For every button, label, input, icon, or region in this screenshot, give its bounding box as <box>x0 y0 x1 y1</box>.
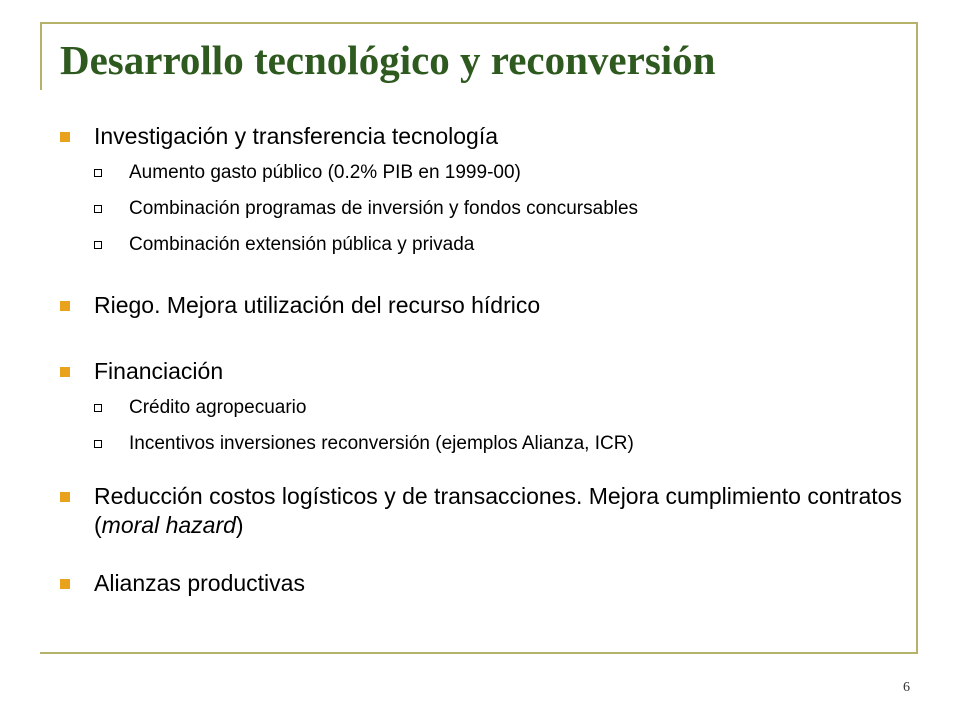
bullet-text: Riego. Mejora utilización del recurso hídrico <box>94 292 541 318</box>
page-number: 6 <box>903 680 910 695</box>
hollow-square-bullet-icon <box>94 440 102 448</box>
hollow-square-bullet-icon <box>94 205 102 213</box>
hollow-square-bullet-icon <box>94 241 102 249</box>
hollow-square-bullet-icon <box>94 169 102 177</box>
bullet-item-riego <box>60 291 910 320</box>
hollow-square-bullet-icon <box>94 404 102 412</box>
bullet-text-italic: moral hazard <box>101 512 236 538</box>
bullet-item-investigacion <box>60 122 910 151</box>
bullet-text-end: ) <box>235 512 244 538</box>
bullet-item-reduccion-costos <box>60 482 910 540</box>
frame-right-line <box>916 22 918 654</box>
sub-item-text: Aumento gasto público (0.2% PIB en 1999-00) <box>129 162 521 183</box>
slide-title: Desarrollo tecnológico y reconversión <box>60 37 716 83</box>
sub-item-text: Incentivos inversiones reconversión (ejemplos Alianza, ICR) <box>129 433 634 454</box>
frame-top-line <box>40 22 918 24</box>
bullet-item-financiacion <box>60 357 910 386</box>
sub-item <box>94 232 910 257</box>
sub-item-text: Combinación programas de inversión y fondos concursables <box>129 198 639 219</box>
bullet-text: Financiación <box>94 358 224 384</box>
sub-item <box>94 395 910 420</box>
square-bullet-icon <box>60 132 70 142</box>
square-bullet-icon <box>60 367 70 377</box>
bullet-text-main: Reducción costos logísticos y de transacciones. Mejora cumplimiento contratos ( <box>94 483 902 538</box>
sub-item <box>94 196 910 221</box>
square-bullet-icon <box>60 492 70 502</box>
bullet-item-alianzas <box>60 569 910 598</box>
square-bullet-icon <box>60 579 70 589</box>
sub-item-text: Combinación extensión pública y privada <box>129 234 475 255</box>
frame-left-line <box>40 22 42 90</box>
frame-bottom-line <box>40 652 918 654</box>
bullet-text: Investigación y transferencia tecnología <box>94 123 499 149</box>
bullet-text: Alianzas productivas <box>94 570 305 596</box>
sub-item <box>94 160 910 185</box>
square-bullet-icon <box>60 301 70 311</box>
bullet-list <box>60 122 910 598</box>
sub-item <box>94 431 910 456</box>
sub-item-text: Crédito agropecuario <box>129 397 307 418</box>
